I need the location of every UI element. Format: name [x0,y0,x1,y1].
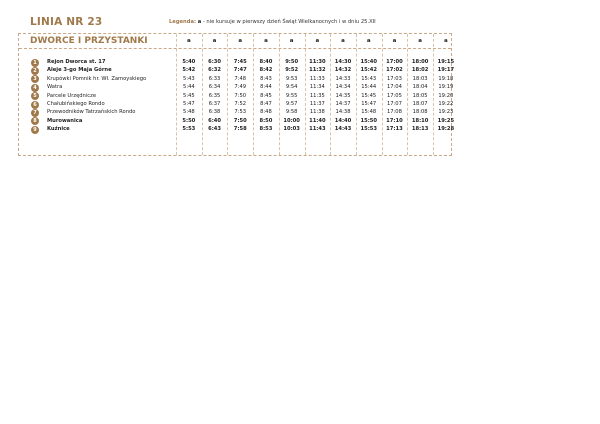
departure-time: 17:05 [386,92,402,99]
departure-time: 8:50 [259,117,273,124]
departure-time: 15:43 [361,75,377,82]
departure-time: 9:54 [285,84,298,91]
course-mark: a [186,38,191,44]
departure-time: 19:18 [438,75,454,82]
course-mark: a [443,38,448,44]
departure-time: 19:19 [438,84,454,91]
departure-time: 10:00 [283,117,300,124]
course-mark: a [418,38,422,44]
departure-time: 14:33 [335,75,351,82]
departure-time: 19:28 [437,126,455,133]
departure-time: 6:30 [208,59,221,65]
stops-header: DWORCE I PRZYSTANKI [30,36,148,46]
departure-time: 17:00 [386,59,403,65]
stop-number-badge: 8 [31,117,39,125]
departure-time: 6:35 [208,92,221,99]
course-mark: a [341,38,345,44]
course-mark: a [315,38,320,44]
departure-time: 15:53 [360,126,377,133]
departure-time: 9:55 [285,92,298,99]
departure-time: 9:53 [285,75,298,82]
departure-time: 11:33 [309,75,325,82]
departure-time: 9:57 [285,101,298,107]
stop-name: Chałubińskiego Rondo [47,101,105,107]
course-mark: a [238,38,243,44]
departure-time: 7:49 [234,84,247,91]
departure-time: 6:38 [208,109,221,116]
departure-time: 7:47 [233,67,247,74]
departure-time: 6:37 [208,101,221,107]
departure-time: 17:03 [386,75,402,82]
departure-time: 11:43 [309,126,326,133]
departure-time: 14:34 [335,84,351,91]
departure-time: 14:38 [335,109,351,116]
departure-time: 11:30 [309,59,326,65]
departure-time: 5:40 [182,59,196,65]
departure-time: 8:48 [260,109,272,116]
departure-time: 15:40 [360,59,377,65]
departure-time: 18:08 [412,109,428,116]
departure-time: 18:02 [411,67,429,74]
departure-time: 6:32 [208,67,221,74]
stop-name: Aleje 3-go Maja Górne [47,67,112,74]
stop-number-badge: 1 [31,59,39,67]
departure-time: 15:42 [360,67,377,74]
departure-time: 18:03 [412,75,428,82]
departure-time: 19:20 [438,92,454,99]
stop-number-badge: 7 [31,109,39,117]
departure-time: 19:22 [438,101,454,107]
departure-time: 18:07 [412,101,428,107]
legend-label: Legenda: [169,19,197,25]
stop-name: Watra [47,84,63,91]
departure-time: 17:08 [386,109,402,116]
departure-time: 14:32 [334,67,352,74]
departure-time: 9:50 [285,59,299,65]
departure-time: 17:04 [386,84,402,91]
departure-time: 8:40 [259,59,273,65]
departure-time: 11:32 [309,67,326,74]
departure-time: 5:45 [183,92,195,99]
departure-time: 8:47 [260,101,272,107]
stop-number-badge: 9 [31,126,39,134]
timetable-row [19,125,455,134]
departure-time: 11:35 [309,92,325,99]
stop-name: Murowanica [47,117,83,124]
departure-time: 5:50 [182,117,196,124]
departure-time: 11:38 [309,109,325,116]
departure-time: 5:42 [182,67,196,74]
stop-number-badge: 6 [31,101,39,109]
departure-time: 8:44 [260,84,272,91]
course-mark: a [264,38,268,44]
departure-time: 7:52 [234,101,247,107]
departure-time: 7:45 [233,59,247,65]
stop-number-badge: 4 [31,84,39,92]
departure-time: 17:02 [386,67,403,74]
departure-time: 15:45 [361,92,377,99]
stop-number-badge: 3 [31,75,39,83]
departure-time: 5:48 [183,109,195,116]
legend-symbol: a [197,19,202,25]
legend [169,17,376,27]
departure-time: 15:47 [361,101,377,107]
departure-time: 8:53 [259,126,273,133]
departure-time: 15:50 [360,117,377,124]
stop-name: Krupówki Pomnik hr. Wł. Zamoyskiego [47,75,147,82]
legend-text: - nie kursuje w pierwszy dzień Świąt Wielkanocnych i w dniu 25.XII [202,19,376,25]
departure-time: 5:44 [183,84,195,91]
departure-time: 19:25 [437,117,455,124]
course-mark: a [366,38,371,44]
departure-time: 7:50 [233,117,247,124]
departure-time: 18:05 [412,92,428,99]
line-title: LINIA NR 23 [30,16,103,28]
departure-time: 11:40 [309,117,326,124]
timetable-header [30,15,440,29]
departure-time: 11:37 [309,101,325,107]
departure-time: 18:00 [411,59,429,65]
departure-time: 17:10 [386,117,403,124]
stop-name: Rejon Dworca st. 17 [47,59,106,65]
departure-time: 14:37 [335,101,351,107]
departure-time: 6:43 [208,126,221,133]
stop-name: Parcele Urzędnicze [47,92,97,99]
departure-time: 17:13 [386,126,403,133]
timetable-head [19,34,451,49]
stop-number-badge: 5 [31,92,39,100]
departure-time: 8:45 [260,92,272,99]
departure-time: 9:58 [285,109,298,116]
departure-time: 7:48 [234,75,247,82]
departure-time: 5:43 [183,75,195,82]
departure-time: 7:50 [234,92,247,99]
course-mark: a [289,38,294,44]
departure-time: 15:48 [361,109,377,116]
departure-time: 14:40 [334,117,352,124]
departure-time: 14:35 [335,92,351,99]
departure-time: 7:58 [233,126,247,133]
departure-time: 19:17 [437,67,455,74]
stop-name: Przewodników Tatrzańskich Rondo [47,109,136,116]
departure-time: 6:33 [208,75,221,82]
timetable [18,33,455,156]
departure-time: 11:34 [309,84,325,91]
departure-time: 18:04 [412,84,428,91]
departure-time: 14:43 [334,126,352,133]
departure-time: 19:23 [438,109,454,116]
course-mark: a [212,38,217,44]
departure-time: 18:13 [411,126,429,133]
departure-time: 19:15 [437,59,455,65]
departure-time: 17:07 [386,101,402,107]
departure-time: 7:53 [234,109,247,116]
departure-time: 5:53 [182,126,196,133]
departure-time: 6:34 [208,84,221,91]
departure-time: 18:10 [411,117,429,124]
departure-time: 5:47 [183,101,195,107]
stop-name: Kuźnice [47,126,70,133]
departure-time: 14:30 [334,59,352,65]
departure-time: 10:03 [283,126,300,133]
departure-time: 9:52 [285,67,299,74]
departure-time: 15:44 [361,84,377,91]
course-mark: a [392,38,397,44]
departure-time: 8:42 [259,67,273,74]
stop-number-badge: 2 [31,67,39,75]
departure-time: 6:40 [208,117,221,124]
departure-time: 8:43 [260,75,272,82]
